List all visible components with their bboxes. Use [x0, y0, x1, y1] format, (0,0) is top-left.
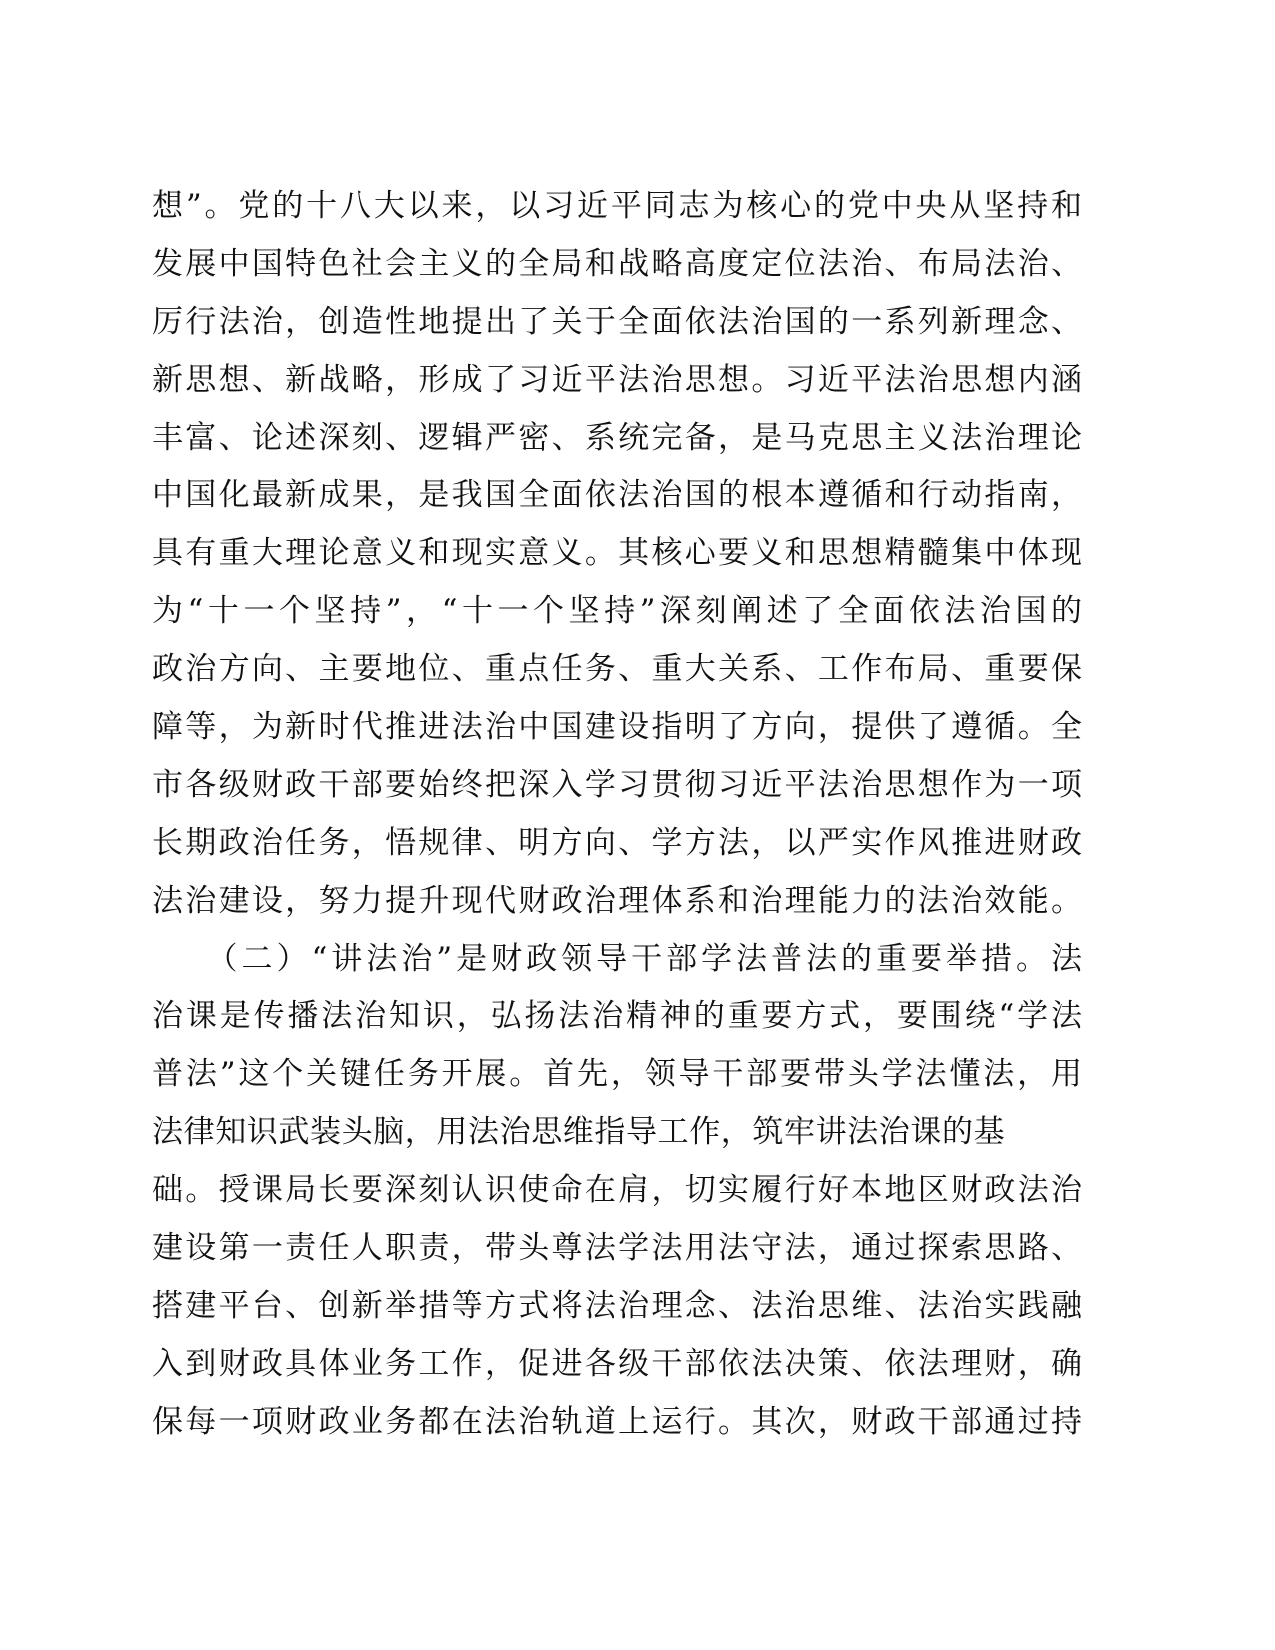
- text-line: 想”。党的十八大以来，以习近平同志为核心的党中央从坚持和: [152, 188, 1082, 224]
- text-line: 普法”这个关键任务开展。首先，领导干部要带头学法懂法，用: [152, 1056, 1082, 1093]
- text-line: 法律知识武装头脑，用法治思维指导工作，筑牢讲法治课的基: [152, 1114, 1006, 1151]
- text-line: 建设第一责任人职责，带头尊法学法用法守法，通过探索思路、: [152, 1230, 1082, 1267]
- text-line: 保每一项财政业务都在法治轨道上运行。其次，财政干部通过持: [152, 1403, 1082, 1440]
- body-text: [152, 178, 1082, 1452]
- text-line: （二）“讲法治”是财政领导干部学法普法的重要举措。法: [152, 940, 1082, 977]
- text-line: 厉行法治，创造性地提出了关于全面依法治国的一系列新理念、: [152, 303, 1082, 340]
- text-line: 入到财政具体业务工作，促进各级干部依法决策、依法理财，确: [152, 1345, 1082, 1382]
- text-line: 新思想、新战略，形成了习近平法治思想。习近平法治思想内涵: [152, 361, 1082, 398]
- text-line: 础。授课局长要深刻认识使命在肩，切实履行好本地区财政法治: [152, 1172, 1082, 1209]
- text-line: 发展中国特色社会主义的全局和战略高度定位法治、布局法治、: [152, 245, 1082, 282]
- text-line: 治课是传播法治知识，弘扬法治精神的重要方式，要围绕“学法: [152, 998, 1082, 1035]
- text-line: 中国化最新成果，是我国全面依法治国的根本遵循和行动指南，: [152, 477, 1082, 514]
- text-line: 丰富、论述深刻、逻辑严密、系统完备，是马克思主义法治理论: [152, 419, 1082, 456]
- text-line: 市各级财政干部要始终把深入学习贯彻习近平法治思想作为一项: [152, 766, 1082, 803]
- text-line: 政治方向、主要地位、重点任务、重大关系、工作布局、重要保: [152, 651, 1082, 688]
- text-line: 障等，为新时代推进法治中国建设指明了方向，提供了遵循。全: [152, 709, 1082, 746]
- text-line: 具有重大理论意义和现实意义。其核心要义和思想精髓集中体现: [152, 535, 1082, 572]
- text-line: 搭建平台、创新举措等方式将法治理念、法治思维、法治实践融: [152, 1287, 1082, 1324]
- text-line: 为“十一个坚持”，“十一个坚持”深刻阐述了全面依法治国的: [152, 593, 1082, 630]
- text-line: 长期政治任务，悟规律、明方向、学方法，以严实作风推进财政: [152, 824, 1082, 861]
- text-line: 法治建设，努力提升现代财政治理体系和治理能力的法治效能。: [152, 882, 1082, 919]
